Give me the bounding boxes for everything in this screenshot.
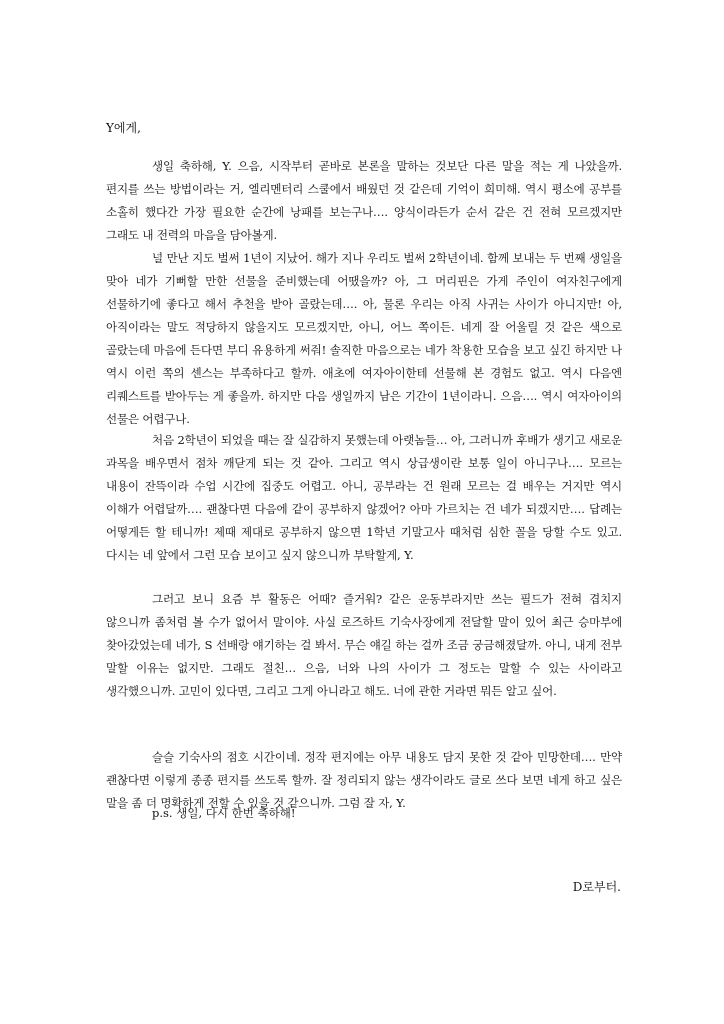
letter-paragraph: 생일 축하해, Y. 으음, 시작부터 곧바로 본론을 말하는 것보단 다른 말을 적는 게 나았을까. 편지를 쓰는 방법이라는 거, 엘리멘터리 스쿨에서 배웠던 것 같은데 기억이 희미해. 역시 평소에 공부를 소홀히 했다간 가장 필요한 순간에 낭패를 보는구나…. 양식이라든가 순서 같은 건 전혀 모르겠지만 그래도 내 전력의 마음을 담아볼게.	[106, 159, 622, 242]
letter-signature: D로부터.	[572, 880, 621, 894]
letter-paragraph: 널 만난 지도 벌써 1년이 지났어. 해가 지나 우리도 벌써 2학년이네. 함께 보내는 두 번째 생일을 맞아 네가 기뻐할 만한 선물을 준비했는데 어땠을까? 아, 그 머리핀은 가게 주인이 여자친구에게 선물하기에 좋다고 해서 추천을 받아 골랐는데…. 아, 물론 우리는 아직 사귀는 사이가 아니지만! 아, 아직이라는 말도 적당하지 않을지도 모르겠지만, 아니, 어느 쪽이든. 네게 잘 어울릴 것 같은 색으로 골랐는데 마음에 든다면 부디 유용하게 써줘! 솔직한 마음으로는 네가 착용한 모습을 보고 싶긴 하지만 나 역시 이런 쪽의 센스는 부족하다고 할까. 애초에 여자아이한테 선물해 본 경험도 없고. 역시 다음엔 리퀘스트를 받아두는 게 좋을까. 하지만 다음 생일까지 남은 기간이 1년이라니. 으음…. 역시 여자아이의 선물은 어렵구나.	[106, 251, 622, 426]
letter-paragraph: 그러고 보니 요즘 부 활동은 어때? 즐거워? 같은 운동부라지만 쓰는 필드가 전혀 겹치지 않으니까 좀처럼 볼 수가 없어서 말이야. 사실 로즈하트 기숙사장에게 전달할 말이 있어 최근 승마부에 찾아갔었는데 네가, S 선배랑 얘기하는 걸 봐서. 무슨 얘길 하는 걸까 조금 궁금해졌달까. 아니, 내게 전부 말할 이유는 없지만. 그래도 절친… 으음, 너와 나의 사이가 그 정도는 말할 수 있는 사이라고 생각했으니까. 고민이 있다면, 그리고 그게 아니라고 해도. 너에 관한 거라면 뭐든 알고 싶어.	[106, 592, 622, 698]
letter-paragraph: 처음 2학년이 되었을 때는 잘 실감하지 못했는데 아랫놈들… 아, 그러니까 후배가 생기고 새로운 과목을 배우면서 점차 깨닫게 되는 것 같아. 그리고 역시 상급생이란 보통 일이 아니구나…. 모르는 내용이 잔뜩이라 수업 시간에 집중도 어렵고. 아니, 공부라는 건 원래 모르는 걸 배우는 거지만 역시 이해가 어렵달까…. 괜찮다면 다음에 같이 공부하지 않겠어? 아마 가르치는 건 네가 되겠지만…. 답례는 어떻게든 할 테니까! 제때 제대로 공부하지 않으면 1학년 기말고사 때처럼 심한 꼴을 당할 수도 있고. 다시는 네 앞에서 그런 모습 보이고 싶지 않으니까 부탁할게, Y.	[106, 433, 622, 562]
letter-greeting: Y에게,	[106, 121, 141, 135]
letter-postscript: p.s. 생일, 다시 한번 축하해!	[152, 806, 296, 820]
letter-paragraph: 슬슬 기숙사의 점호 시간이네. 정작 편지에는 아무 내용도 담지 못한 것 같아 민망한데…. 만약 괜찮다면 이렇게 종종 편지를 쓰도록 할까. 잘 정리되지 않는 생각이라도 글로 쓰다 보면 네게 하고 싶은 말을 좀 더 명확하게 전할 수 있을 것 같으니까. 그럼 잘 자, Y.	[106, 750, 622, 810]
